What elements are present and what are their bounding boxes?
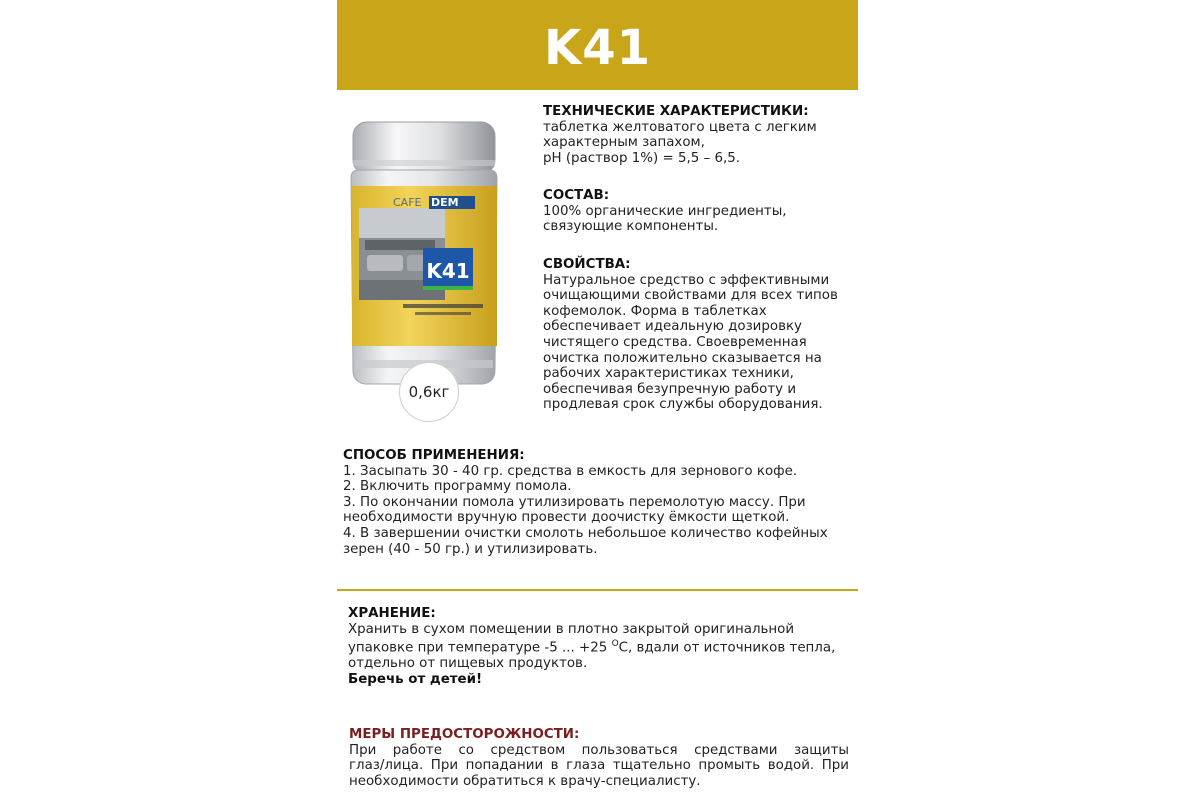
usage-line: необходимости вручную провести доочистку ёмкости щеткой. [343, 510, 790, 526]
tech-heading: ТЕХНИЧЕСКИЕ ХАРАКТЕРИСТИКИ: [543, 104, 809, 119]
usage-line: 4. В завершении очистки смолоть небольшое количество кофейных [343, 525, 828, 541]
storage-line-temperature [348, 637, 835, 656]
precautions-line: глаз/лица. При попадании в глаза тщательно промыть водой. При [349, 758, 849, 774]
tech-line: характерным запахом, [543, 135, 705, 151]
properties-line: Натуральное средство с эффективными [543, 272, 830, 288]
svg-text:CAFE: CAFE [393, 196, 422, 209]
svg-text:K41: K41 [426, 259, 470, 283]
properties-line: обеспечивает идеальную дозировку [543, 319, 802, 335]
degree-sign: О [611, 639, 619, 650]
usage-section [343, 448, 828, 557]
section-divider [337, 589, 858, 591]
product-title: K41 [544, 20, 651, 76]
tech-line: pH (раствор 1%) = 5,5 – 6,5. [543, 150, 741, 166]
storage-heading: ХРАНЕНИЕ: [348, 606, 436, 621]
properties-line: кофемолок. Форма в таблетках [543, 303, 767, 319]
title-banner [337, 0, 858, 90]
usage-line: 2. Включить программу помола. [343, 479, 572, 495]
weight-badge: 0,6кг [399, 362, 459, 422]
usage-line: 3. По окончании помола утилизировать перемолотую массу. При [343, 494, 806, 510]
properties-line: очистка положительно сказывается на [543, 350, 822, 366]
properties-line: рабочих характеристиках техники, [543, 366, 794, 382]
properties-line: чистящего средства. Своевременная [543, 334, 807, 350]
properties-line: очищающими свойствами для всех типов [543, 288, 838, 304]
composition-line: 100% органические ингредиенты, [543, 203, 787, 219]
storage-temp-text-after: С, вдали от источников тепла, [618, 640, 836, 656]
svg-text:DEM: DEM [431, 196, 459, 209]
properties-heading: СВОЙСТВА: [543, 257, 631, 272]
precautions-section [349, 727, 849, 789]
properties-line: обеспечивая безупречную работу и [543, 381, 797, 397]
usage-heading: СПОСОБ ПРИМЕНЕНИЯ: [343, 448, 525, 463]
tech-line: таблетка желтоватого цвета с легким [543, 119, 817, 135]
usage-line: зерен (40 - 50 гр.) и утилизировать. [343, 541, 598, 557]
properties-section [543, 257, 838, 413]
precautions-line: необходимости обратиться к врачу-специалисту. [349, 773, 701, 789]
storage-section [348, 606, 835, 687]
composition-heading: СОСТАВ: [543, 188, 610, 203]
properties-line: продлевая срок службы оборудования. [543, 397, 823, 413]
child-warning: Беречь от детей! [348, 671, 483, 687]
precautions-line: При работе со средством пользоваться средствами защиты [349, 742, 849, 758]
composition-line: связующие компоненты. [543, 219, 719, 235]
storage-temp-text: упаковке при температуре -5 ... +25 [348, 640, 612, 656]
usage-line: 1. Засыпать 30 - 40 гр. средства в емкость для зернового кофе. [343, 463, 798, 479]
composition-section [543, 188, 787, 235]
tech-section [543, 104, 817, 166]
precautions-heading: МЕРЫ ПРЕДОСТОРОЖНОСТИ: [349, 727, 580, 742]
storage-line: отдельно от пищевых продуктов. [348, 656, 588, 672]
storage-line: Хранить в сухом помещении в плотно закрытой оригинальной [348, 621, 795, 637]
